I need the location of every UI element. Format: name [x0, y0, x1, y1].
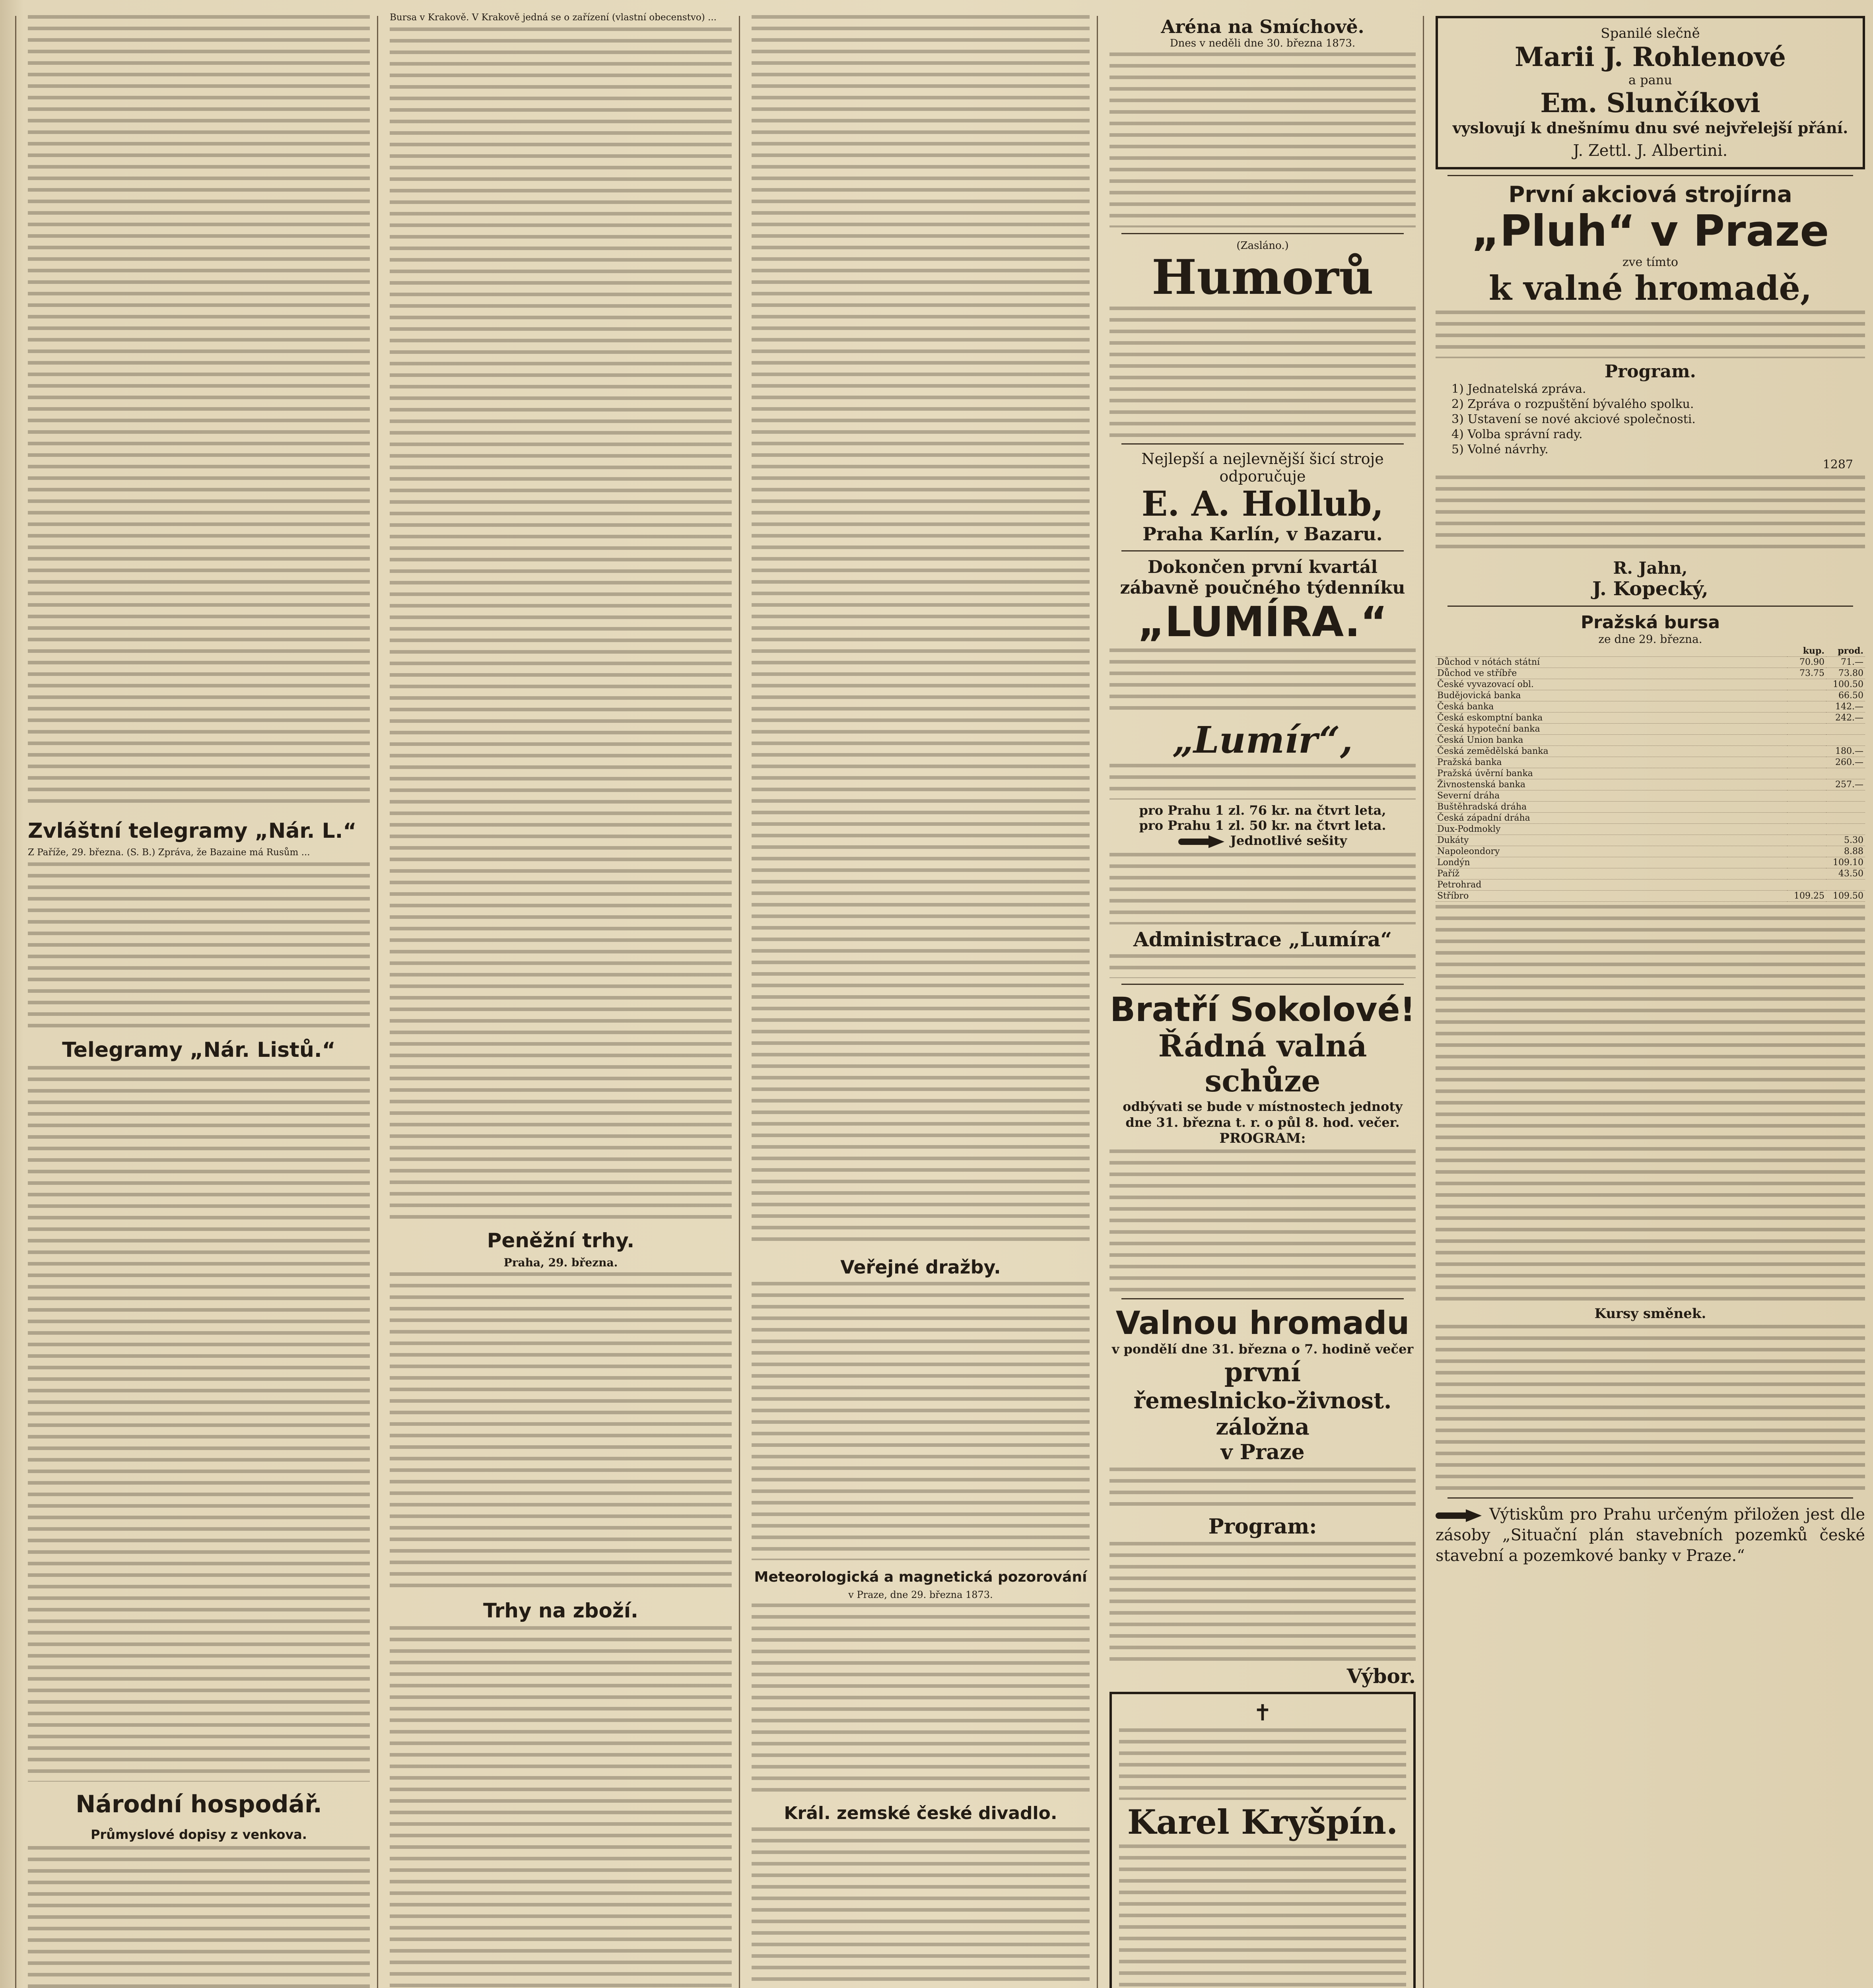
hromada-ad — [1109, 1305, 1416, 1688]
bourse-buy-price: 73.75 — [1787, 668, 1826, 679]
ad-text — [1109, 954, 1416, 978]
column-rule — [377, 16, 378, 1988]
bourse-sell-price: 71.— — [1826, 657, 1865, 668]
bourse-sell-price — [1826, 724, 1865, 735]
congrats-name-1: Marii J. Rohlenové — [1514, 41, 1786, 72]
bourse-buy-price: 109.25 — [1787, 891, 1826, 902]
ad-text — [1109, 853, 1416, 924]
bourse-security-name: Česká Union banka — [1436, 735, 1787, 746]
divider — [1121, 443, 1404, 445]
bourse-continued — [1436, 1325, 1865, 1492]
bourse-row — [1436, 868, 1865, 879]
bourse-sell-price: 100.50 — [1826, 679, 1865, 690]
hollub-place: Praha Karlín, v Bazaru. — [1142, 523, 1383, 545]
column-1 — [28, 12, 370, 1988]
bourse-buy-price — [1787, 868, 1826, 879]
telegrams-heading: Zvláštní telegramy „Nár. L.“ — [28, 819, 357, 843]
column-5 — [1436, 12, 1865, 1988]
lumira-lead: Dokončen první kvartál zábavně poučného týdenníku — [1120, 557, 1405, 598]
bourse-buy-price — [1787, 690, 1826, 701]
bourse-buy-price — [1787, 835, 1826, 846]
humoru-ad — [1109, 240, 1416, 438]
ad-text — [1109, 307, 1416, 438]
arena-date: Dnes v neděli dne 30. března 1873. — [1170, 37, 1356, 49]
article-text — [752, 1827, 1090, 1988]
bourse-sell-price: 8.88 — [1826, 846, 1865, 857]
bourse-sell-price: 109.10 — [1826, 857, 1865, 868]
bourse-row — [1436, 879, 1865, 891]
bourse-security-name: Česká hypoteční banka — [1436, 724, 1787, 735]
ad-text — [1109, 1468, 1416, 1511]
pluh-signer-1: R. Jahn, — [1613, 558, 1688, 578]
obituary-text — [1119, 1728, 1406, 1800]
pluh-program-item: 2) Zpráva o rozpuštění bývalého spolku. — [1451, 397, 1694, 411]
hromada-date: v pondělí dne 31. března o 7. hodině večer — [1111, 1341, 1414, 1357]
bourse-buy-price — [1787, 679, 1826, 690]
bourse-sell-price: 66.50 — [1826, 690, 1865, 701]
bourse-sell-price: 260.— — [1826, 757, 1865, 768]
bourse-buy-price: 70.90 — [1787, 657, 1826, 668]
bourse-security-name: Budějovická banka — [1436, 690, 1787, 701]
bourse-buy-price — [1787, 779, 1826, 790]
divider — [1121, 233, 1404, 234]
hromada-title: Valnou hromadu — [1115, 1304, 1410, 1342]
bourse-sell-price — [1826, 824, 1865, 835]
divider — [1447, 175, 1853, 176]
congrats-lead: Spanilé slečně — [1601, 25, 1700, 41]
pluh-number: 1287 — [1822, 458, 1853, 472]
bourse-sell-price: 242.— — [1826, 712, 1865, 724]
bourse-buy-price — [1787, 857, 1826, 868]
bourse-continued — [1436, 905, 1865, 1303]
pluh-signer-2: J. Kopecký, — [1592, 578, 1708, 600]
divider — [1121, 550, 1404, 551]
divider — [1121, 984, 1404, 985]
bourse-security-name: České vyvazovací obl. — [1436, 679, 1787, 690]
economy-subheading: Průmyslové dopisy z venkova. — [91, 1827, 307, 1842]
bourse-buy-price — [1787, 735, 1826, 746]
bourse-security-name: Česká západní dráha — [1436, 813, 1787, 824]
hromada-program-label: Program: — [1208, 1514, 1317, 1539]
bourse-buy-price — [1787, 768, 1826, 779]
divider — [1447, 1497, 1853, 1499]
article-text — [28, 862, 370, 1029]
bourse-row — [1436, 657, 1865, 668]
article-text — [752, 15, 1090, 1248]
bourse-sell-price: 73.80 — [1826, 668, 1865, 679]
humoru-title: Humorů — [1151, 249, 1374, 305]
bourse-security-name: Paříž — [1436, 868, 1787, 879]
bourse-sell-price: 257.— — [1826, 779, 1865, 790]
bourse-rates-heading: Kursy směnek. — [1594, 1306, 1706, 1322]
theatre-heading: Král. zemské české divadlo. — [784, 1803, 1057, 1823]
congrats-text: vyslovují k dnešnímu dnu své nejvřelejší přání. — [1452, 119, 1848, 137]
bourse-buy-price — [1787, 701, 1826, 712]
ad-text — [1109, 1149, 1416, 1293]
pluh-ad — [1436, 182, 1865, 600]
bourse-row — [1436, 790, 1865, 802]
bourse-buy-price — [1787, 790, 1826, 802]
obituary-name: Karel Kryšpín. — [1127, 1802, 1398, 1842]
bourse-row — [1436, 679, 1865, 690]
bourse-row — [1436, 746, 1865, 757]
bourse-row — [1436, 824, 1865, 835]
goods-markets-heading: Trhy na zboží. — [483, 1599, 639, 1622]
bottom-notice — [1436, 1504, 1865, 1566]
bourse-security-name: Živnostenská banka — [1436, 779, 1787, 790]
bourse-security-name: Důchod v nótách státní — [1436, 657, 1787, 668]
bourse-buy-price — [1787, 879, 1826, 891]
arena-ad — [1109, 16, 1416, 227]
bourse-sell-price — [1826, 768, 1865, 779]
bourse-sell-price — [1826, 813, 1865, 824]
bourse-sell-price: 180.— — [1826, 746, 1865, 757]
bourse-row — [1436, 835, 1865, 846]
bourse-security-name: Pražská banka — [1436, 757, 1787, 768]
column-rule — [1423, 16, 1424, 1988]
bourse-row — [1436, 757, 1865, 768]
pluh-program-label: Program. — [1605, 361, 1696, 382]
bourse-sell-price: 5.30 — [1826, 835, 1865, 846]
congrats-and: a panu — [1628, 72, 1673, 87]
bourse-row — [1436, 724, 1865, 735]
bourse-buy-price — [1787, 746, 1826, 757]
bourse-row — [1436, 813, 1865, 824]
column-rule — [739, 16, 740, 1988]
bourse-security-name: Severní dráha — [1436, 790, 1787, 802]
pluh-program-item: 3) Ustavení se nové akciové společnosti. — [1451, 412, 1696, 426]
ad-text — [1109, 764, 1416, 800]
bourse-security-name: Dux-Podmokly — [1436, 824, 1787, 835]
column-rule — [1097, 16, 1098, 1988]
hromada-org-2: řemeslnicko-živnost. záložna — [1133, 1387, 1392, 1440]
bourse-section — [1436, 612, 1865, 1492]
bourse-buy-price — [1787, 802, 1826, 813]
lumir-admin: Administrace „Lumíra“ — [1133, 927, 1392, 951]
bourse-row — [1436, 712, 1865, 724]
ad-text — [1109, 52, 1416, 227]
economy-heading: Národní hospodář. — [76, 1790, 322, 1818]
divider — [1121, 1298, 1404, 1299]
lumir-single-issues — [1109, 833, 1416, 850]
bourse-row — [1436, 768, 1865, 779]
hromada-signature: Výbor. — [1346, 1664, 1416, 1688]
bourse-buy-price — [1787, 813, 1826, 824]
lumir-single-label: Jednotlivé sešity — [1230, 833, 1347, 848]
article-text — [752, 1282, 1090, 1560]
congrats-name-2: Em. Slunčíkovi — [1540, 87, 1760, 118]
pluh-program-item: 5) Volné návrhy. — [1451, 443, 1549, 456]
obituary-text — [1119, 1844, 1406, 1988]
ad-text — [1436, 311, 1865, 358]
bourse-row — [1436, 735, 1865, 746]
bourse-security-name: Česká zemědělská banka — [1436, 746, 1787, 757]
divider — [1447, 606, 1853, 607]
pluh-program-item: 1) Jednatelská zpráva. — [1451, 382, 1586, 396]
bourse-title: Pražská bursa — [1580, 612, 1720, 633]
bourse-row — [1436, 690, 1865, 701]
arena-title: Aréna na Smíchově. — [1161, 16, 1364, 37]
auctions-heading: Veřejné dražby. — [840, 1256, 1001, 1278]
lumir-title: „Lumír“, — [1172, 718, 1353, 761]
bourse-sell-price: 142.— — [1826, 701, 1865, 712]
humoru-note: (Zasláno.) — [1236, 240, 1289, 252]
lumir-price-1: pro Prahu 1 zl. 76 kr. na čtvrt leta, — [1139, 803, 1386, 818]
bourse-sell-price: 109.50 — [1826, 891, 1865, 902]
bourse-security-name: Stříbro — [1436, 891, 1787, 902]
article-text — [390, 1272, 732, 1590]
sokol-date: odbývati se bude v místnostech jednoty dne 31. března t. r. o půl 8. hod. večer. — [1123, 1099, 1403, 1130]
hromada-org-1: první — [1224, 1356, 1301, 1388]
meteo-table — [752, 1604, 1090, 1794]
bourse-col-header: kup. — [1787, 646, 1826, 657]
ad-text — [1109, 1542, 1416, 1661]
pluh-invite: zve tímto — [1622, 255, 1679, 269]
article-text — [28, 15, 370, 810]
sokol-meeting: Řádná valná schůze — [1158, 1028, 1367, 1099]
sokol-ad — [1109, 990, 1416, 1293]
pluh-title: „Pluh“ v Praze — [1471, 206, 1829, 256]
telegrams-heading-2: Telegramy „Nár. Listů.“ — [62, 1038, 336, 1062]
sokol-program-label: PROGRAM: — [1219, 1130, 1306, 1146]
article-text — [28, 1846, 370, 1988]
lumira-ad — [1109, 557, 1416, 978]
bourse-row — [1436, 891, 1865, 902]
pluh-meeting: k valné hromadě, — [1488, 268, 1812, 308]
bourse-security-name: Česká eskomptní banka — [1436, 712, 1787, 724]
bourse-row — [1436, 779, 1865, 790]
bourse-security-name: Napoleondory — [1436, 846, 1787, 857]
bourse-security-name: Londýn — [1436, 857, 1787, 868]
bourse-row — [1436, 802, 1865, 813]
lumira-title: „LUMÍRA.“ — [1138, 598, 1387, 646]
hollub-ad — [1109, 450, 1416, 545]
bourse-buy-price — [1787, 757, 1826, 768]
column-rule — [15, 16, 16, 1988]
bourse-buy-price — [1787, 724, 1826, 735]
pluh-lead: První akciová strojírna — [1508, 182, 1792, 208]
bourse-row — [1436, 701, 1865, 712]
bourse-security-name: Buštěhradská dráha — [1436, 802, 1787, 813]
bourse-buy-price — [1787, 846, 1826, 857]
hollub-name: E. A. Hollub, — [1141, 484, 1384, 524]
bourse-sell-price — [1826, 802, 1865, 813]
bourse-date: ze dne 29. března. — [1598, 633, 1702, 646]
hromada-city: v Praze — [1220, 1440, 1305, 1464]
pointing-hand-icon — [1178, 834, 1226, 850]
bourse-sell-price — [1826, 790, 1865, 802]
meteo-heading: Meteorologická a magnetická pozorování — [754, 1569, 1087, 1585]
bourse-security-name: Česká banka — [1436, 701, 1787, 712]
bourse-row — [1436, 668, 1865, 679]
cross-icon: ✝ — [1253, 1700, 1272, 1726]
column-4 — [1109, 12, 1416, 1988]
sokol-title: Bratří Sokolové! — [1110, 990, 1415, 1029]
obituary-box — [1109, 1692, 1416, 1988]
bourse-buy-price — [1787, 824, 1826, 835]
pluh-program-item: 4) Volba správní rady. — [1451, 427, 1583, 441]
hollub-lead: Nejlepší a nejlevnější šicí stroje odporučuje — [1141, 450, 1384, 485]
ad-text — [1436, 476, 1865, 555]
meteo-date: v Praze, dne 29. března 1873. — [848, 1589, 993, 1600]
bourse-security-name: Dukáty — [1436, 835, 1787, 846]
bourse-table — [1436, 646, 1865, 902]
money-markets-date: Praha, 29. března. — [503, 1256, 618, 1269]
column-2 — [390, 12, 732, 1988]
bourse-sell-price — [1826, 735, 1865, 746]
column-2-intro: Bursa v Krakově. V Krakově jedná se o zařízení (vlastní obecenstvo) ... — [390, 12, 717, 23]
bourse-col-header: prod. — [1826, 646, 1865, 657]
money-markets-heading: Peněžní trhy. — [487, 1229, 635, 1252]
bourse-security-name: Pražská úvěrní banka — [1436, 768, 1787, 779]
article-text — [28, 1066, 370, 1782]
pluh-program-list — [1436, 382, 1865, 472]
congrats-signers: J. Zettl. J. Albertini. — [1573, 142, 1728, 160]
bourse-security-name: Petrohrad — [1436, 879, 1787, 891]
bourse-sell-price — [1826, 879, 1865, 891]
article-text — [390, 1626, 732, 1988]
congratulations-box — [1436, 16, 1865, 169]
bourse-row — [1436, 857, 1865, 868]
bourse-buy-price — [1787, 712, 1826, 724]
column-3 — [752, 12, 1090, 1988]
ad-text — [1109, 648, 1416, 716]
lumir-price-2: pro Prahu 1 zl. 50 kr. na čtvrt leta. — [1139, 818, 1386, 833]
bourse-row — [1436, 846, 1865, 857]
telegram-snippet: Z Paříže, 29. března. (S. B.) Zpráva, že Bazaine má Rusům ... — [28, 847, 310, 858]
article-text — [390, 27, 732, 1220]
bourse-security-name: Důchod ve stříbře — [1436, 668, 1787, 679]
pointing-hand-icon — [1436, 1508, 1483, 1524]
bourse-sell-price: 43.50 — [1826, 868, 1865, 879]
bourse-header-row — [1436, 646, 1865, 657]
bottom-notice-text: Výtiskům pro Prahu určeným přiložen jest dle zásoby „Situační plán stavebních pozemků české stavební a pozemkové banky v Praze.“ — [1436, 1505, 1865, 1565]
